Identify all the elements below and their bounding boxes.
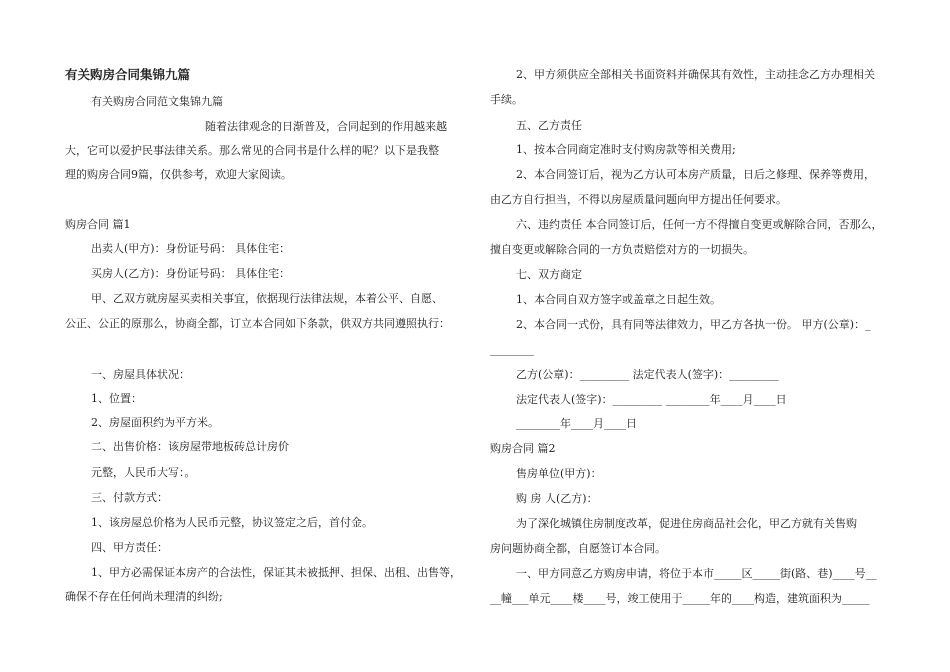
clause-heading: 四、甲方责任： [91, 541, 168, 554]
clause-heading: 七、双方商定 [516, 268, 582, 281]
paragraph-line: 一、甲方同意乙方购房申请，将位于本市_____区_____街(路、巷)____号__ [516, 567, 877, 580]
paragraph-line: 房问题协商全都，自愿签订本合同。 [490, 542, 666, 555]
clause-item: 由乙方自行担当，不得以房屋质量问题向甲方提出任何要求。 [490, 193, 787, 206]
clause-item: 2、房屋面积约为平方米。 [91, 416, 219, 429]
buyer-line: 购 房 人(乙方)： [516, 492, 598, 505]
intro-line: 理的购房合同9篇，仅供参考，欢迎大家阅读。 [65, 168, 292, 181]
paragraph-line: 甲、乙双方就房屋买卖相关事宜，依据现行法律法规，本着公平、自愿、 [91, 292, 443, 305]
document-subtitle: 有关购房合同范文集锦九篇 [91, 95, 223, 108]
signature-line: ________ [490, 343, 534, 356]
clause-item: 确保不存在任何尚未理清的纠纷; [65, 590, 223, 603]
clause-item: 手续。 [490, 93, 523, 106]
section-heading: 购房合同 篇2 [490, 442, 556, 455]
clause-heading: 三、付款方式： [91, 491, 168, 504]
clause-heading: 五、乙方责任 [516, 119, 582, 132]
section-heading: 购房合同 篇1 [65, 218, 131, 231]
paragraph-line: 为了深化城镇住房制度改革，促进住房商品社会化，甲乙方就有关售购 [516, 517, 857, 530]
clause-item: 擅自变更或解除合同的一方负责赔偿对方的一切损失。 [490, 243, 754, 256]
seller-line: 售房单位(甲方)： [516, 467, 602, 480]
intro-line: 大，它可以爱护民事法律关系。那么常见的合同书是什么样的呢？以下是我整 [65, 144, 439, 157]
intro-line: 随着法律观念的日渐普及，合同起到的作用越来越 [205, 120, 447, 133]
clause-item: 1、按本合同商定准时支付购房款等相关费用; [516, 143, 736, 156]
clause-item: 2、本合同签订后，视为乙方认可本房产质量，日后之修理、保养等费用， [516, 168, 875, 181]
clause-heading: 一、房屋具体状况： [91, 368, 190, 381]
clause-item: 2、甲方须供应全部相关书面资料并确保其有效性，主动挂念乙方办理相关 [516, 68, 875, 81]
signature-date-line: ________年____月____日 [516, 417, 637, 430]
seller-line: 出卖人(甲方)：身份证号码： 具体住宅： [91, 242, 291, 255]
clause-item: 1、本合同自双方签字或盖章之日起生效。 [516, 293, 721, 306]
clause-item: 1、甲方必需保证本房产的合法性，保证其未被抵押、担保、出租、出售等， [91, 566, 461, 579]
clause-item: 1、该房屋总价格为人民币元整，协议签定之后，首付金。 [91, 516, 373, 529]
paragraph-line: 公正、公正的原那么，协商全都，订立本合同如下条款，供双方共同遵照执行： [65, 317, 450, 330]
document-title: 有关购房合同集锦九篇 [65, 67, 191, 82]
clause-item: 2、本合同一式份，具有同等法律效力，甲乙方各执一份。 甲方(公章)：_ [516, 318, 871, 331]
signature-line: 法定代表人(签字)：_________ ________年____月____日 [516, 393, 787, 406]
paragraph-line: __幢___单元____楼____号，竣工使用于_____年的____构造，建筑面积为_____ [490, 592, 870, 605]
clause-item: 1、位置： [91, 392, 142, 405]
clause-item: 元整，人民币大写：。 [91, 466, 196, 479]
clause-heading: 二、出售价格：该房屋带地板砖总计房价 [91, 440, 289, 453]
signature-line: 乙方(公章)：_________ 法定代表人(签字)：_________ [516, 368, 779, 381]
clause-heading: 六、违约责任 本合同签订后，任何一方不得擅自变更或解除合同，否那么， [516, 218, 883, 231]
buyer-line: 买房人(乙方)：身份证号码： 具体住宅： [91, 267, 291, 280]
